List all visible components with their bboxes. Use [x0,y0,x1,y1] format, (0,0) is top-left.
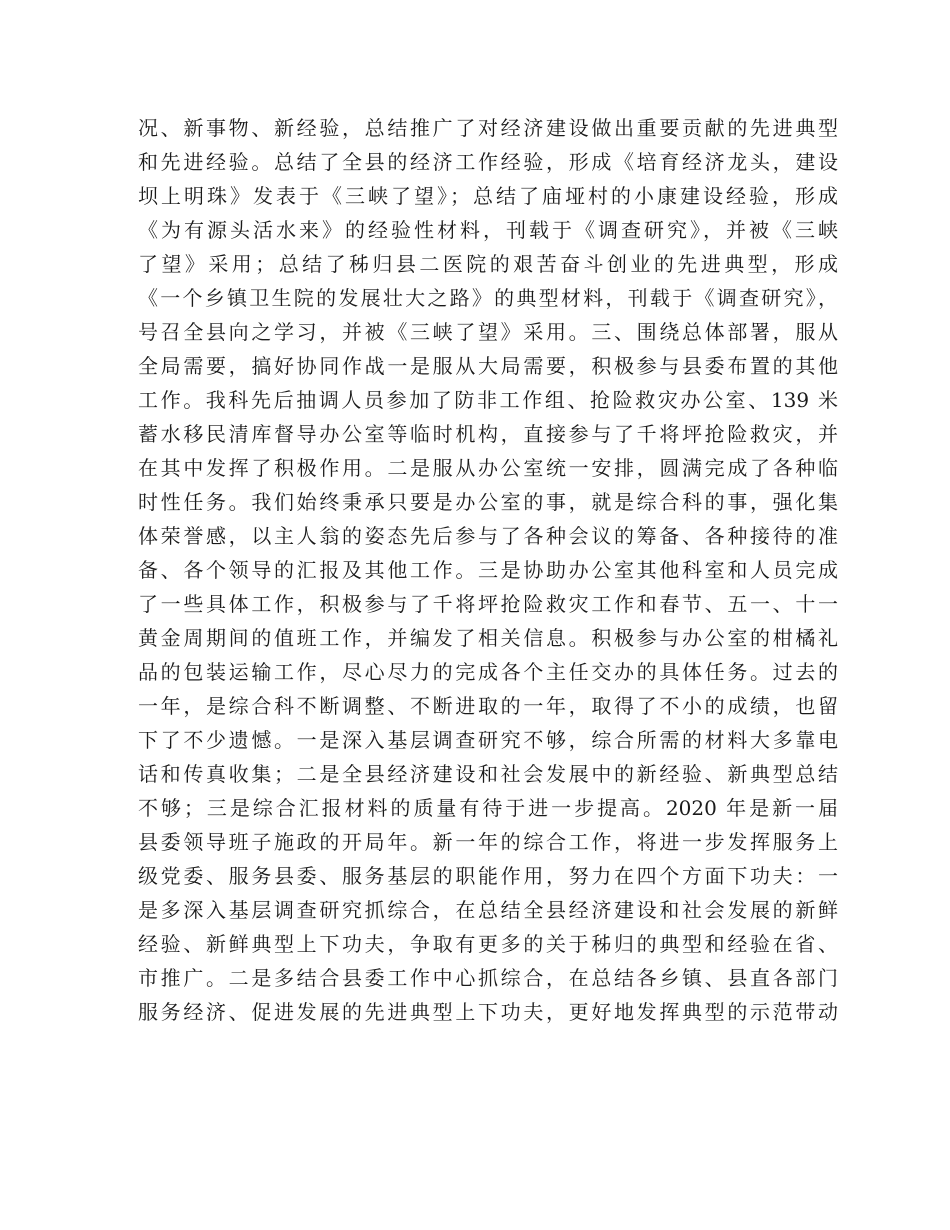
text-line: 黄金周期间的值班工作，并编发了相关信息。积极参与办公室的柑橘礼 [138,626,838,650]
text-line: 下了不少遗憾。一是深入基层调查研究不够，综合所需的材料大多靠电 [138,728,838,752]
text-line: 了一些具体工作，积极参与了千将坪抢险救灾工作和春节、五一、十一 [138,592,838,616]
text-line: 《为有源头活水来》的经验性材料，刊载于《调查研究》，并被《三峡 [138,218,838,242]
text-line: 体荣誉感，以主人翁的姿态先后参与了各种会议的筹备、各种接待的准 [138,524,838,548]
text-line: 了望》采用；总结了秭归县二医院的艰苦奋斗创业的先进典型，形成 [138,252,838,276]
text-line: 工作。我科先后抽调人员参加了防非工作组、抢险救灾办公室、139 米 [138,388,838,412]
text-line: 品的包装运输工作，尽心尽力的完成各个主任交办的具体任务。过去的 [138,660,838,684]
text-line: 备、各个领导的汇报及其他工作。三是协助办公室其他科室和人员完成 [138,558,838,582]
text-line: 是多深入基层调查研究抓综合，在总结全县经济建设和社会发展的新鲜 [138,898,838,922]
text-line: 级党委、服务县委、服务基层的职能作用，努力在四个方面下功夫：一 [138,864,838,888]
text-line: 经验、新鲜典型上下功夫，争取有更多的关于秭归的典型和经验在省、 [138,932,838,956]
text-line: 在其中发挥了积极作用。二是服从办公室统一安排，圆满完成了各种临 [138,456,838,480]
text-line: 蓄水移民清库督导办公室等临时机构，直接参与了千将坪抢险救灾，并 [138,422,838,446]
text-line: 况、新事物、新经验，总结推广了对经济建设做出重要贡献的先进典型 [138,116,838,140]
text-line: 不够；三是综合汇报材料的质量有待于进一步提高。2020 年是新一届 [138,796,838,820]
body-text [138,111,838,1029]
text-line: 和先进经验。总结了全县的经济工作经验，形成《培育经济龙头，建设 [138,150,838,174]
text-line: 一年，是综合科不断调整、不断进取的一年，取得了不小的成绩，也留 [138,694,838,718]
text-line: 市推广。二是多结合县委工作中心抓综合，在总结各乡镇、县直各部门 [138,966,838,990]
text-line: 时性任务。我们始终秉承只要是办公室的事，就是综合科的事，强化集 [138,490,838,514]
text-line: 服务经济、促进发展的先进典型上下功夫，更好地发挥典型的示范带动 [138,1000,838,1024]
text-line: 话和传真收集；二是全县经济建设和社会发展中的新经验、新典型总结 [138,762,838,786]
text-line: 坝上明珠》发表于《三峡了望》；总结了庙垭村的小康建设经验，形成 [138,184,838,208]
text-line: 号召全县向之学习，并被《三峡了望》采用。三、围绕总体部署，服从 [138,320,838,344]
text-line: 《一个乡镇卫生院的发展壮大之路》的典型材料，刊载于《调查研究》， [138,286,838,310]
text-line: 县委领导班子施政的开局年。新一年的综合工作，将进一步发挥服务上 [138,830,838,854]
text-line: 全局需要，搞好协同作战一是服从大局需要，积极参与县委布置的其他 [138,354,838,378]
